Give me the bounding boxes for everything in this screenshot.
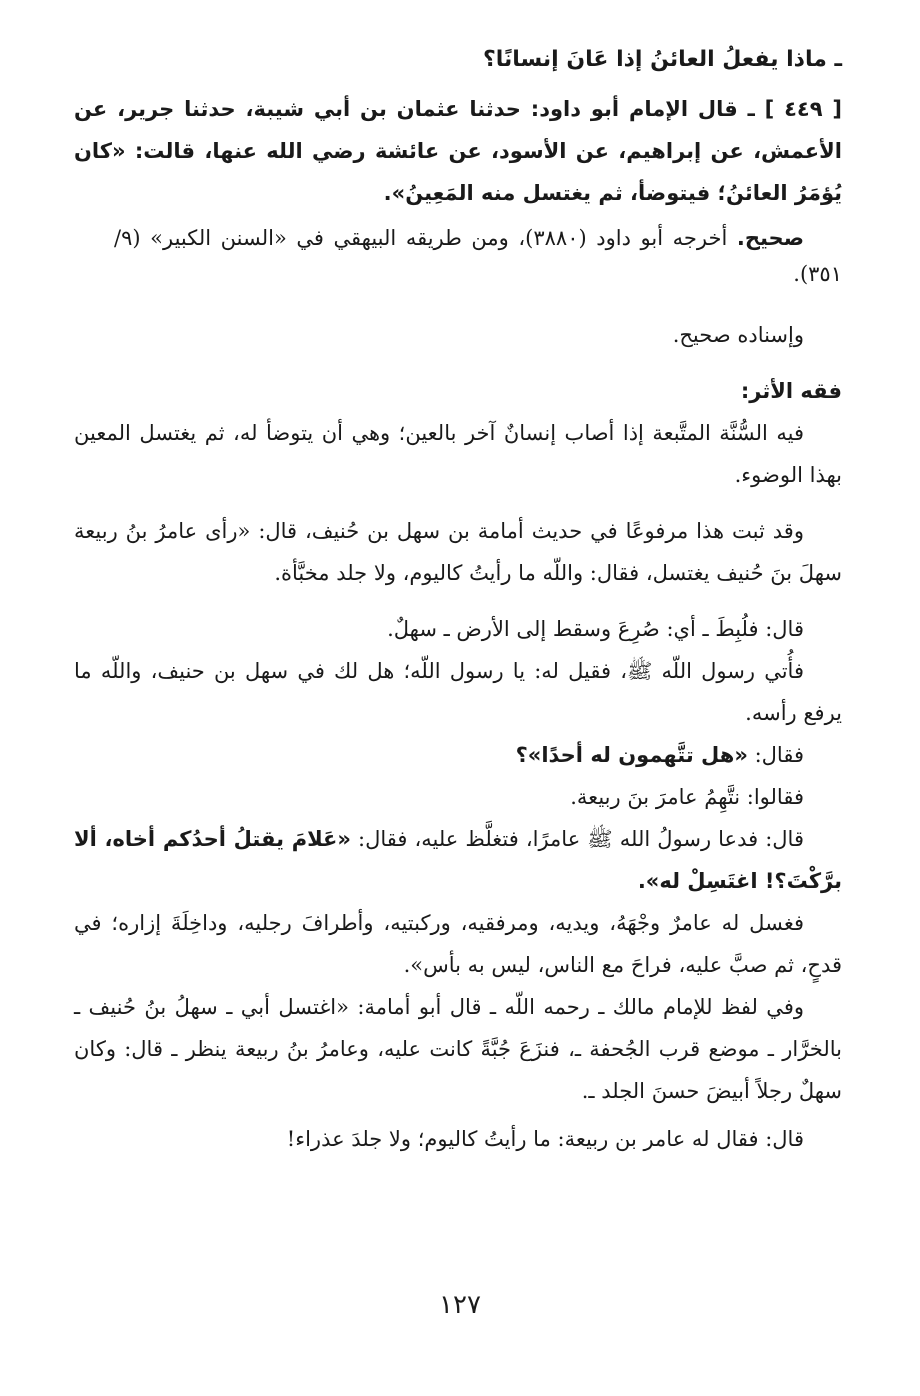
- fiqh-heading: فقه الأثر:: [740, 379, 842, 403]
- paragraph-prophet: فأُتي رسول اللّه ﷺ، فقيل له: يا رسول اللّه؛ هل لك في سهل بن حنيف، واللّه ما يرفع رأسه.: [74, 659, 842, 725]
- rebuke-quote: «عَلامَ يقتلُ أحدُكم أخاه، ألا برَّكْتَ؟! اغتَسِلْ له».: [74, 827, 842, 893]
- paragraph-washing: فغسل له عامرٌ وجْهَهُ، ويديه، ومرفقيه، وركبتيه، وأطرافَ رجليه، وداخِلَةَ إزاره؛ في قدحٍ، ثم صبَّ عليه، فراحَ مع الناس، ليس به بأس».: [74, 911, 842, 977]
- paragraph-question: [74, 734, 842, 776]
- paragraph-marfu: وقد ثبت هذا مرفوعًا في حديث أمامة بن سهل بن حُنيف، قال: «رأى عامرُ بنُ ربيعة سهلَ بنَ حُنيف يغتسل، فقال: واللّه ما رأيتُ كاليوم، ولا جلد مخبَّأة.: [74, 519, 842, 585]
- grade-label: صحيح.: [736, 226, 804, 250]
- hadith-text: [ ٤٤٩ ] ـ قال الإمام أبو داود: حدثنا عثمان بن أبي شيبة، حدثنا جرير، عن الأعمش، عن إبراهيم، عن الأسود، عن عائشة رضي الله عنها، قالت: «كان يُؤمَرُ العائنُ؛ فيتوضأ، ثم يغتسل منه المَعِينُ».: [74, 97, 842, 205]
- paragraph-lubita: قال: فلُبِطَ ـ أي: صُرِعَ وسقط إلى الأرض ـ سهلٌ.: [387, 617, 804, 641]
- isnad-note: وإسناده صحيح.: [672, 323, 804, 347]
- question-quote: «هل تتَّهمون له أحدًا»؟: [515, 743, 748, 767]
- takhrij-text: أخرجه أبو داود (٣٨٨٠)، ومن طريقه البيهقي في «السنن الكبير» (٩/ ٣٥١).: [114, 226, 842, 286]
- page-number: ١٢٧: [439, 1290, 481, 1320]
- paragraph-sunnah: فيه السُّنَّة المتَّبعة إذا أصاب إنسانٌ آخر بالعين؛ وهي أن يتوضأ له، ثم يغتسل المعين بهذا الوضوء.: [74, 421, 842, 487]
- paragraph-answer: فقالوا: نتَّهِمُ عامرَ بنَ ربيعة.: [570, 785, 804, 809]
- question-prefix: فقال:: [747, 743, 804, 767]
- rebuke-prefix: قال: فدعا رسولُ الله ﷺ عامرًا، فتغلَّظ عليه، فقال:: [350, 827, 804, 851]
- paragraph-malik: وفي لفظ للإمام مالك ـ رحمه اللّه ـ قال أبو أمامة: «اغتسل أبي ـ سهلُ بنُ حُنيف ـ بالخرَّار ـ موضع قرب الجُحفة ـ، فنزَعَ جُبَّةً كانت عليه، وعامرُ بنُ ربيعة ينظر ـ قال: وكان سهلٌ رجلاً أبيضَ حسنَ الجلد ـ.: [74, 995, 842, 1103]
- takhrij-paragraph: [74, 220, 842, 292]
- page-body: [74, 38, 842, 1160]
- chapter-heading: ـ ماذا يفعلُ العائنُ إذا عَانَ إنسانًا؟: [482, 47, 842, 72]
- paragraph-rebuke: [74, 818, 842, 902]
- paragraph-final: قال: فقال له عامر بن ربيعة: ما رأيتُ كاليوم؛ ولا جلدَ عذراء!: [286, 1127, 804, 1151]
